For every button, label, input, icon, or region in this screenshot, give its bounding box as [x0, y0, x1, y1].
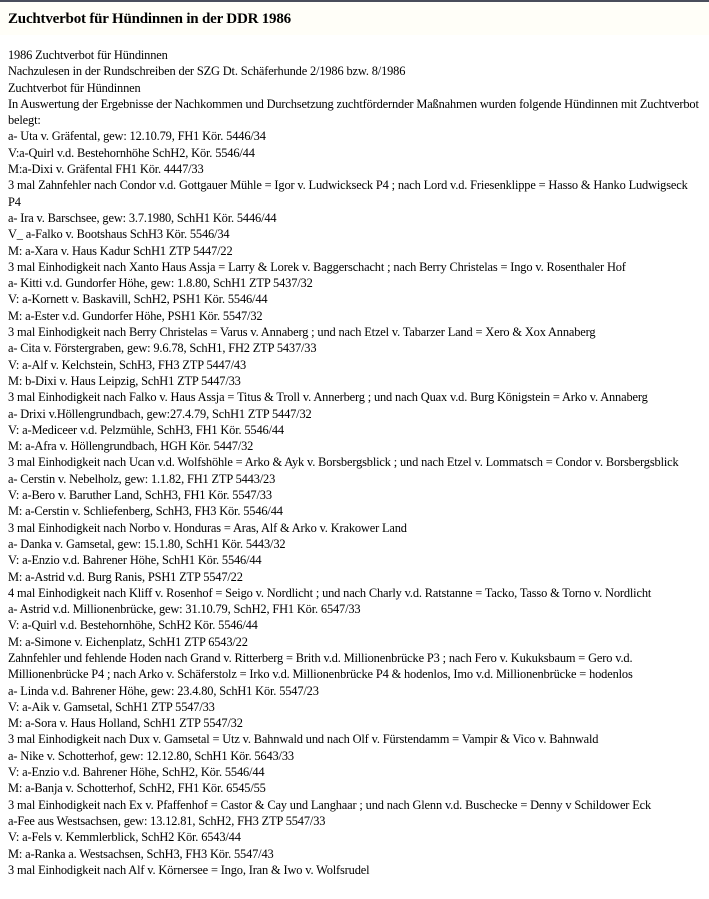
dog-line: a- Cerstin v. Nebelholz, gew: 1.1.82, FH1 ZTP 5443/23 — [8, 471, 276, 486]
dog-line: a- Nike v. Schotterhof, gew: 12.12.80, SchH1 Kör. 5643/33 — [8, 748, 294, 763]
reason-line: 3 mal Einhodigkeit nach Alf v. Körnersee = Ingo, Iran & Iwo v. Wolfsrudel — [8, 862, 370, 877]
entry — [8, 813, 701, 878]
entry — [8, 601, 701, 682]
reason-line: 3 mal Einhodigkeit nach Norbo v. Honduras = Aras, Alf & Arko v. Krakower Land — [8, 520, 407, 535]
dog-line: a- Uta v. Gräfental, gew: 12.10.79, FH1 Kör. 5446/34 — [8, 129, 266, 144]
mother-line: M: a-Cerstin v. Schliefenberg, SchH3, FH3 Kör. 5546/44 — [8, 504, 283, 519]
reason-line: 3 mal Einhodigkeit nach Falko v. Haus Assja = Titus & Troll v. Annerberg ; und nach Quax v.d. Burg Königstein = Arko v. Annaberg — [8, 390, 648, 405]
entries-list — [8, 128, 701, 878]
entry — [8, 471, 701, 536]
intro-line: Zuchtverbot für Hündinnen — [8, 80, 141, 95]
entry — [8, 340, 701, 405]
father-line: V: a-Fels v. Kemmlerblick, SchH2 Kör. 6543/44 — [8, 830, 241, 845]
reason-line: Zahnfehler und fehlende Hoden nach Grand v. Ritterberg = Brith v.d. Millionenbrücke P3 ; nach Fero v. Kukuksbaum = Gero v.d. Millionenbrücke P4 ; nach Arko v. Schäferstolz = Irko v.d. Millionenbrücke P4 & hodenlos, Imo v.d. Millionenbrücke = hodenlos — [8, 650, 633, 682]
mother-line: M: a-Banja v. Schotterhof, SchH2, FH1 Kör. 6545/55 — [8, 781, 266, 796]
father-line: V: a-Quirl v.d. Bestehornhöhe, SchH2 Kör. 5546/44 — [8, 618, 258, 633]
mother-line: M: a-Astrid v.d. Burg Ranis, PSH1 ZTP 5547/22 — [8, 569, 243, 584]
reason-line: 3 mal Einhodigkeit nach Berry Christelas = Varus v. Annaberg ; und nach Etzel v. Tabarzer Land = Xero & Xox Annaberg — [8, 325, 596, 340]
entry — [8, 210, 701, 275]
entry — [8, 683, 701, 748]
father-line: V: a-Aik v. Gamsetal, SchH1 ZTP 5547/33 — [8, 699, 215, 714]
dog-line: a-Fee aus Westsachsen, gew: 13.12.81, SchH2, FH3 ZTP 5547/33 — [8, 813, 326, 828]
mother-line: M: b-Dixi v. Haus Leipzig, SchH1 ZTP 5447/33 — [8, 373, 241, 388]
intro-line: In Auswertung der Ergebnisse der Nachkommen und Durchsetzung zuchtfördernder Maßnahmen wurden folgende Hündinnen mit Zuchtverbot belegt: — [8, 96, 699, 128]
entry — [8, 275, 701, 340]
father-line: V: a-Alf v. Kelchstein, SchH3, FH3 ZTP 5447/43 — [8, 357, 247, 372]
reason-line: 3 mal Zahnfehler nach Condor v.d. Gottgauer Mühle = Igor v. Ludwickseck P4 ; nach Lord v.d. Friesenklippe = Hasso & Hanko Ludwigseck P4 — [8, 178, 688, 209]
intro-section — [8, 47, 701, 128]
father-line: V: a-Mediceer v.d. Pelzmühle, SchH3, FH1 Kör. 5546/44 — [8, 422, 284, 437]
entry — [8, 406, 701, 471]
reason-line: 3 mal Einhodigkeit nach Ucan v.d. Wolfshöhle = Arko & Ayk v. Borsbergsblick ; und nach Etzel v. Lommatsch = Condor v. Borsbergsblick — [8, 455, 679, 470]
father-line: V_ a-Falko v. Bootshaus SchH3 Kör. 5546/34 — [8, 227, 230, 242]
entry — [8, 128, 701, 209]
entry — [8, 748, 701, 813]
father-line: V: a-Enzio v.d. Bahrener Höhe, SchH1 Kör. 5546/44 — [8, 553, 262, 568]
father-line: V: a-Enzio v.d. Bahrener Höhe, SchH2, Kör. 5546/44 — [8, 765, 265, 780]
document-body — [0, 35, 709, 878]
dog-line: a- Ira v. Barschsee, gew: 3.7.1980, SchH1 Kör. 5446/44 — [8, 210, 277, 225]
reason-line: 3 mal Einhodigkeit nach Ex v. Pfaffenhof = Castor & Cay und Langhaar ; und nach Glenn v.d. Buschecke = Denny v Schildower Eck — [8, 797, 652, 812]
father-line: V: a-Kornett v. Baskavill, SchH2, PSH1 Kör. 5546/44 — [8, 292, 268, 307]
mother-line: M: a-Simone v. Eichenplatz, SchH1 ZTP 6543/22 — [8, 634, 248, 649]
page-title: Zuchtverbot für Hündinnen in der DDR 1986 — [8, 11, 291, 27]
intro-line: 1986 Zuchtverbot für Hündinnen — [8, 48, 168, 62]
mother-line: M: a-Ester v.d. Gundorfer Höhe, PSH1 Kör. 5547/32 — [8, 308, 263, 323]
intro-line: Nachzulesen in der Rundschreiben der SZG Dt. Schäferhunde 2/1986 bzw. 8/1986 — [8, 64, 406, 79]
entry — [8, 536, 701, 601]
dog-line: a- Linda v.d. Bahrener Höhe, gew: 23.4.80, SchH1 Kör. 5547/23 — [8, 683, 319, 698]
reason-line: 4 mal Einhodigkeit nach Kliff v. Rosenhof = Seigo v. Nordlicht ; und nach Charly v.d. Ratstanne = Tacko, Tasso & Torno v. Nordlicht — [8, 585, 652, 600]
dog-line: a- Danka v. Gamsetal, gew: 15.1.80, SchH1 Kör. 5443/32 — [8, 536, 286, 551]
mother-line: M:a-Dixi v. Gräfental FH1 Kör. 4447/33 — [8, 162, 204, 177]
mother-line: M: a-Xara v. Haus Kadur SchH1 ZTP 5447/22 — [8, 243, 233, 258]
reason-line: 3 mal Einhodigkeit nach Dux v. Gamsetal = Utz v. Bahnwald und nach Olf v. Fürstendamm = Vampir & Vico v. Bahnwald — [8, 732, 599, 747]
dog-line: a- Drixi v.Höllengrundbach, gew:27.4.79, SchH1 ZTP 5447/32 — [8, 406, 312, 421]
mother-line: M: a-Afra v. Höllengrundbach, HGH Kör. 5447/32 — [8, 439, 254, 454]
dog-line: a- Kitti v.d. Gundorfer Höhe, gew: 1.8.80, SchH1 ZTP 5437/32 — [8, 276, 313, 291]
page-header — [0, 2, 709, 35]
mother-line: M: a-Sora v. Haus Holland, SchH1 ZTP 5547/32 — [8, 716, 243, 731]
dog-line: a- Cita v. Förstergraben, gew: 9.6.78, SchH1, FH2 ZTP 5437/33 — [8, 341, 317, 356]
reason-line: 3 mal Einhodigkeit nach Xanto Haus Assja = Larry & Lorek v. Baggerschacht ; nach Berry Christelas = Ingo v. Rosenthaler Hof — [8, 259, 626, 274]
father-line: V: a-Bero v. Baruther Land, SchH3, FH1 Kör. 5547/33 — [8, 488, 272, 503]
father-line: V:a-Quirl v.d. Bestehornhöhe SchH2, Kör. 5546/44 — [8, 145, 255, 160]
dog-line: a- Astrid v.d. Millionenbrücke, gew: 31.10.79, SchH2, FH1 Kör. 6547/33 — [8, 602, 361, 617]
mother-line: M: a-Ranka a. Westsachsen, SchH3, FH3 Kör. 5547/43 — [8, 846, 274, 861]
